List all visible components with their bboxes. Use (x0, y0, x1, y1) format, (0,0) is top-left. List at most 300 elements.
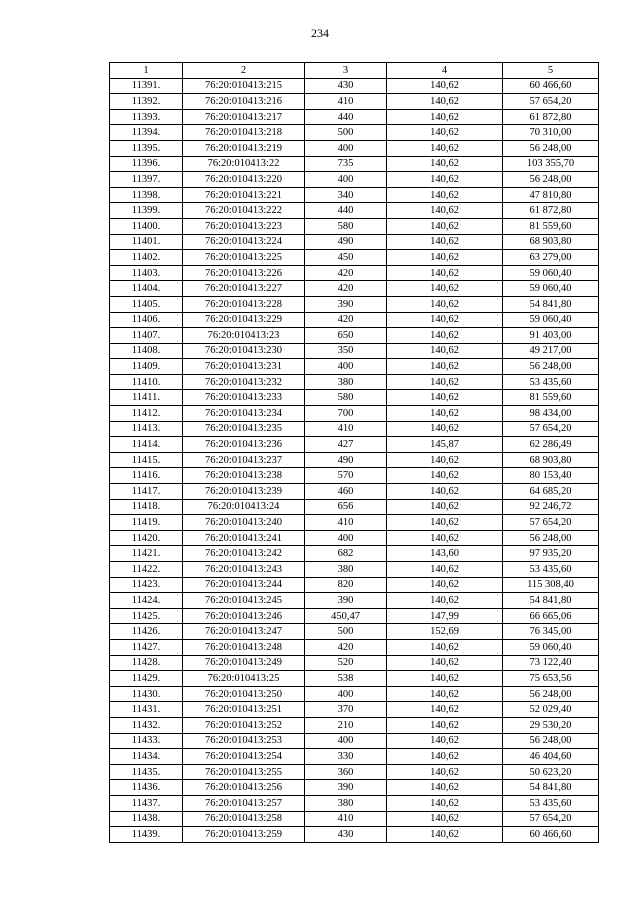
area-cell: 682 (305, 546, 387, 562)
area-cell: 490 (305, 452, 387, 468)
column-header-1: 1 (110, 63, 183, 79)
row-number-cell: 11436. (110, 780, 183, 796)
area-cell: 570 (305, 468, 387, 484)
row-number-cell: 11433. (110, 733, 183, 749)
amount-cell: 49 217,00 (503, 343, 599, 359)
row-number-cell: 11397. (110, 172, 183, 188)
row-number-cell: 11411. (110, 390, 183, 406)
table-body (110, 78, 599, 842)
area-cell: 700 (305, 406, 387, 422)
table-row (110, 686, 599, 702)
row-number-cell: 11428. (110, 655, 183, 671)
table-row (110, 406, 599, 422)
amount-cell: 54 841,80 (503, 593, 599, 609)
area-cell: 380 (305, 562, 387, 578)
cadastral-number-cell: 76:20:010413:218 (183, 125, 305, 141)
table-row (110, 125, 599, 141)
amount-cell: 62 286,49 (503, 437, 599, 453)
cadastral-number-cell: 76:20:010413:252 (183, 717, 305, 733)
rate-cell: 140,62 (387, 655, 503, 671)
table-row (110, 671, 599, 687)
rate-cell: 140,62 (387, 717, 503, 733)
cadastral-number-cell: 76:20:010413:242 (183, 546, 305, 562)
table-row (110, 717, 599, 733)
rate-cell: 140,62 (387, 639, 503, 655)
rate-cell: 140,62 (387, 577, 503, 593)
amount-cell: 81 559,60 (503, 390, 599, 406)
table-row (110, 265, 599, 281)
area-cell: 360 (305, 764, 387, 780)
amount-cell: 60 466,60 (503, 827, 599, 843)
table-row (110, 484, 599, 500)
amount-cell: 76 345,00 (503, 624, 599, 640)
row-number-cell: 11424. (110, 593, 183, 609)
rate-cell: 147,99 (387, 608, 503, 624)
area-cell: 400 (305, 172, 387, 188)
amount-cell: 66 665,06 (503, 608, 599, 624)
amount-cell: 50 623,20 (503, 764, 599, 780)
cadastral-number-cell: 76:20:010413:221 (183, 187, 305, 203)
amount-cell: 56 248,00 (503, 359, 599, 375)
row-number-cell: 11392. (110, 94, 183, 110)
area-cell: 500 (305, 125, 387, 141)
area-cell: 370 (305, 702, 387, 718)
cadastral-number-cell: 76:20:010413:228 (183, 296, 305, 312)
table-row (110, 359, 599, 375)
cadastral-number-cell: 76:20:010413:22 (183, 156, 305, 172)
area-cell: 420 (305, 639, 387, 655)
table-row (110, 437, 599, 453)
rate-cell: 140,62 (387, 484, 503, 500)
cadastral-number-cell: 76:20:010413:23 (183, 328, 305, 344)
rate-cell: 140,62 (387, 172, 503, 188)
row-number-cell: 11393. (110, 109, 183, 125)
cadastral-number-cell: 76:20:010413:235 (183, 421, 305, 437)
table-row (110, 780, 599, 796)
table-row (110, 515, 599, 531)
row-number-cell: 11432. (110, 717, 183, 733)
rate-cell: 140,62 (387, 702, 503, 718)
row-number-cell: 11437. (110, 795, 183, 811)
cadastral-number-cell: 76:20:010413:234 (183, 406, 305, 422)
area-cell: 450 (305, 250, 387, 266)
amount-cell: 57 654,20 (503, 811, 599, 827)
rate-cell: 140,62 (387, 234, 503, 250)
table-row (110, 78, 599, 94)
row-number-cell: 11410. (110, 374, 183, 390)
amount-cell: 92 246,72 (503, 499, 599, 515)
area-cell: 420 (305, 281, 387, 297)
amount-cell: 59 060,40 (503, 281, 599, 297)
row-number-cell: 11402. (110, 250, 183, 266)
cadastral-number-cell: 76:20:010413:248 (183, 639, 305, 655)
table-row (110, 795, 599, 811)
area-cell: 430 (305, 78, 387, 94)
area-cell: 580 (305, 218, 387, 234)
area-cell: 650 (305, 328, 387, 344)
area-cell: 538 (305, 671, 387, 687)
amount-cell: 59 060,40 (503, 265, 599, 281)
amount-cell: 73 122,40 (503, 655, 599, 671)
cadastral-number-cell: 76:20:010413:249 (183, 655, 305, 671)
amount-cell: 56 248,00 (503, 733, 599, 749)
row-number-cell: 11419. (110, 515, 183, 531)
cadastral-number-cell: 76:20:010413:25 (183, 671, 305, 687)
area-cell: 390 (305, 296, 387, 312)
rate-cell: 140,62 (387, 312, 503, 328)
row-number-cell: 11396. (110, 156, 183, 172)
cadastral-number-cell: 76:20:010413:227 (183, 281, 305, 297)
row-number-cell: 11426. (110, 624, 183, 640)
rate-cell: 152,69 (387, 624, 503, 640)
cadastral-number-cell: 76:20:010413:251 (183, 702, 305, 718)
row-number-cell: 11399. (110, 203, 183, 219)
area-cell: 410 (305, 421, 387, 437)
column-header-5: 5 (503, 63, 599, 79)
rate-cell: 140,62 (387, 218, 503, 234)
cadastral-number-cell: 76:20:010413:259 (183, 827, 305, 843)
amount-cell: 59 060,40 (503, 639, 599, 655)
amount-cell: 98 434,00 (503, 406, 599, 422)
area-cell: 410 (305, 94, 387, 110)
area-cell: 420 (305, 265, 387, 281)
rate-cell: 140,62 (387, 296, 503, 312)
row-number-cell: 11395. (110, 140, 183, 156)
area-cell: 460 (305, 484, 387, 500)
area-cell: 820 (305, 577, 387, 593)
amount-cell: 115 308,40 (503, 577, 599, 593)
area-cell: 380 (305, 374, 387, 390)
cadastral-number-cell: 76:20:010413:222 (183, 203, 305, 219)
cadastral-number-cell: 76:20:010413:253 (183, 733, 305, 749)
area-cell: 350 (305, 343, 387, 359)
cadastral-number-cell: 76:20:010413:240 (183, 515, 305, 531)
cadastral-number-cell: 76:20:010413:233 (183, 390, 305, 406)
area-cell: 410 (305, 811, 387, 827)
table-row (110, 639, 599, 655)
area-cell: 427 (305, 437, 387, 453)
rate-cell: 140,62 (387, 421, 503, 437)
column-header-4: 4 (387, 63, 503, 79)
cadastral-number-cell: 76:20:010413:215 (183, 78, 305, 94)
cadastral-number-cell: 76:20:010413:246 (183, 608, 305, 624)
cadastral-number-cell: 76:20:010413:241 (183, 530, 305, 546)
amount-cell: 59 060,40 (503, 312, 599, 328)
row-number-cell: 11415. (110, 452, 183, 468)
rate-cell: 140,62 (387, 374, 503, 390)
cadastral-number-cell: 76:20:010413:229 (183, 312, 305, 328)
rate-cell: 140,62 (387, 281, 503, 297)
amount-cell: 57 654,20 (503, 94, 599, 110)
row-number-cell: 11408. (110, 343, 183, 359)
table-row (110, 749, 599, 765)
rate-cell: 140,62 (387, 78, 503, 94)
cadastral-number-cell: 76:20:010413:254 (183, 749, 305, 765)
amount-cell: 53 435,60 (503, 795, 599, 811)
area-cell: 450,47 (305, 608, 387, 624)
rate-cell: 140,62 (387, 530, 503, 546)
row-number-cell: 11394. (110, 125, 183, 141)
area-cell: 490 (305, 234, 387, 250)
amount-cell: 56 248,00 (503, 172, 599, 188)
table-row (110, 172, 599, 188)
row-number-cell: 11400. (110, 218, 183, 234)
amount-cell: 46 404,60 (503, 749, 599, 765)
rate-cell: 140,62 (387, 406, 503, 422)
row-number-cell: 11412. (110, 406, 183, 422)
rate-cell: 140,62 (387, 390, 503, 406)
rate-cell: 140,62 (387, 749, 503, 765)
row-number-cell: 11414. (110, 437, 183, 453)
amount-cell: 60 466,60 (503, 78, 599, 94)
area-cell: 390 (305, 593, 387, 609)
column-header-2: 2 (183, 63, 305, 79)
table-row (110, 421, 599, 437)
table-row (110, 156, 599, 172)
area-cell: 400 (305, 686, 387, 702)
row-number-cell: 11427. (110, 639, 183, 655)
area-cell: 400 (305, 359, 387, 375)
amount-cell: 81 559,60 (503, 218, 599, 234)
table-row (110, 250, 599, 266)
amount-cell: 63 279,00 (503, 250, 599, 266)
table-row (110, 296, 599, 312)
area-cell: 500 (305, 624, 387, 640)
amount-cell: 57 654,20 (503, 515, 599, 531)
row-number-cell: 11431. (110, 702, 183, 718)
amount-cell: 91 403,00 (503, 328, 599, 344)
area-cell: 735 (305, 156, 387, 172)
rate-cell: 140,62 (387, 764, 503, 780)
cadastral-number-cell: 76:20:010413:238 (183, 468, 305, 484)
cadastral-number-cell: 76:20:010413:237 (183, 452, 305, 468)
amount-cell: 56 248,00 (503, 140, 599, 156)
amount-cell: 56 248,00 (503, 686, 599, 702)
rate-cell: 140,62 (387, 562, 503, 578)
row-number-cell: 11403. (110, 265, 183, 281)
cadastral-number-cell: 76:20:010413:250 (183, 686, 305, 702)
cadastral-number-cell: 76:20:010413:24 (183, 499, 305, 515)
row-number-cell: 11398. (110, 187, 183, 203)
cadastral-number-cell: 76:20:010413:225 (183, 250, 305, 266)
row-number-cell: 11425. (110, 608, 183, 624)
rate-cell: 140,62 (387, 343, 503, 359)
cadastral-number-cell: 76:20:010413:255 (183, 764, 305, 780)
rate-cell: 140,62 (387, 499, 503, 515)
header-row (110, 63, 599, 79)
amount-cell: 68 903,80 (503, 234, 599, 250)
row-number-cell: 11423. (110, 577, 183, 593)
amount-cell: 53 435,60 (503, 374, 599, 390)
cadastral-number-cell: 76:20:010413:239 (183, 484, 305, 500)
table-row (110, 187, 599, 203)
column-header-3: 3 (305, 63, 387, 79)
cadastral-number-cell: 76:20:010413:223 (183, 218, 305, 234)
rate-cell: 140,62 (387, 156, 503, 172)
rate-cell: 140,62 (387, 733, 503, 749)
cadastral-number-cell: 76:20:010413:245 (183, 593, 305, 609)
row-number-cell: 11416. (110, 468, 183, 484)
cadastral-number-cell: 76:20:010413:226 (183, 265, 305, 281)
rate-cell: 140,62 (387, 359, 503, 375)
row-number-cell: 11406. (110, 312, 183, 328)
table-row (110, 374, 599, 390)
row-number-cell: 11430. (110, 686, 183, 702)
cadastral-number-cell: 76:20:010413:220 (183, 172, 305, 188)
area-cell: 390 (305, 780, 387, 796)
row-number-cell: 11401. (110, 234, 183, 250)
table-row (110, 312, 599, 328)
rate-cell: 140,62 (387, 795, 503, 811)
rate-cell: 140,62 (387, 265, 503, 281)
row-number-cell: 11409. (110, 359, 183, 375)
amount-cell: 97 935,20 (503, 546, 599, 562)
cadastral-number-cell: 76:20:010413:243 (183, 562, 305, 578)
rate-cell: 140,62 (387, 686, 503, 702)
amount-cell: 68 903,80 (503, 452, 599, 468)
row-number-cell: 11407. (110, 328, 183, 344)
area-cell: 400 (305, 140, 387, 156)
row-number-cell: 11413. (110, 421, 183, 437)
row-number-cell: 11434. (110, 749, 183, 765)
area-cell: 400 (305, 733, 387, 749)
area-cell: 520 (305, 655, 387, 671)
table-row (110, 203, 599, 219)
table-header (110, 63, 599, 79)
cadastral-number-cell: 76:20:010413:219 (183, 140, 305, 156)
table-row (110, 109, 599, 125)
page-number: 234 (311, 26, 329, 40)
rate-cell: 140,62 (387, 109, 503, 125)
amount-cell: 61 872,80 (503, 203, 599, 219)
table-row (110, 234, 599, 250)
amount-cell: 61 872,80 (503, 109, 599, 125)
amount-cell: 54 841,80 (503, 296, 599, 312)
cadastral-number-cell: 76:20:010413:244 (183, 577, 305, 593)
rate-cell: 140,62 (387, 125, 503, 141)
table-row (110, 328, 599, 344)
table-row (110, 593, 599, 609)
table-row (110, 562, 599, 578)
rate-cell: 140,62 (387, 827, 503, 843)
cadastral-number-cell: 76:20:010413:236 (183, 437, 305, 453)
table-row (110, 655, 599, 671)
row-number-cell: 11405. (110, 296, 183, 312)
rate-cell: 140,62 (387, 468, 503, 484)
row-number-cell: 11420. (110, 530, 183, 546)
cadastral-number-cell: 76:20:010413:216 (183, 94, 305, 110)
row-number-cell: 11391. (110, 78, 183, 94)
cadastral-number-cell: 76:20:010413:231 (183, 359, 305, 375)
row-number-cell: 11438. (110, 811, 183, 827)
cadastral-number-cell: 76:20:010413:256 (183, 780, 305, 796)
table-row (110, 468, 599, 484)
row-number-cell: 11422. (110, 562, 183, 578)
table-row (110, 281, 599, 297)
amount-cell: 64 685,20 (503, 484, 599, 500)
rate-cell: 143,60 (387, 546, 503, 562)
table-row (110, 140, 599, 156)
rate-cell: 140,62 (387, 187, 503, 203)
area-cell: 656 (305, 499, 387, 515)
table-row (110, 546, 599, 562)
amount-cell: 75 653,56 (503, 671, 599, 687)
area-cell: 410 (305, 515, 387, 531)
table-row (110, 764, 599, 780)
amount-cell: 52 029,40 (503, 702, 599, 718)
table-row (110, 343, 599, 359)
data-table (109, 62, 599, 843)
rate-cell: 140,62 (387, 203, 503, 219)
table-row (110, 577, 599, 593)
amount-cell: 29 530,20 (503, 717, 599, 733)
cadastral-number-cell: 76:20:010413:217 (183, 109, 305, 125)
table-row (110, 452, 599, 468)
cadastral-number-cell: 76:20:010413:258 (183, 811, 305, 827)
table-row (110, 94, 599, 110)
amount-cell: 80 153,40 (503, 468, 599, 484)
row-number-cell: 11429. (110, 671, 183, 687)
area-cell: 340 (305, 187, 387, 203)
area-cell: 420 (305, 312, 387, 328)
amount-cell: 47 810,80 (503, 187, 599, 203)
amount-cell: 70 310,00 (503, 125, 599, 141)
rate-cell: 140,62 (387, 250, 503, 266)
cadastral-number-cell: 76:20:010413:247 (183, 624, 305, 640)
area-cell: 330 (305, 749, 387, 765)
rate-cell: 140,62 (387, 140, 503, 156)
row-number-cell: 11417. (110, 484, 183, 500)
area-cell: 580 (305, 390, 387, 406)
amount-cell: 56 248,00 (503, 530, 599, 546)
area-cell: 380 (305, 795, 387, 811)
cadastral-number-cell: 76:20:010413:224 (183, 234, 305, 250)
table-row (110, 624, 599, 640)
amount-cell: 53 435,60 (503, 562, 599, 578)
table-row (110, 702, 599, 718)
row-number-cell: 11435. (110, 764, 183, 780)
rate-cell: 140,62 (387, 515, 503, 531)
table-row (110, 499, 599, 515)
row-number-cell: 11421. (110, 546, 183, 562)
table-row (110, 811, 599, 827)
area-cell: 440 (305, 203, 387, 219)
table-row (110, 733, 599, 749)
amount-cell: 57 654,20 (503, 421, 599, 437)
table-row (110, 827, 599, 843)
rate-cell: 140,62 (387, 328, 503, 344)
row-number-cell: 11418. (110, 499, 183, 515)
rate-cell: 140,62 (387, 593, 503, 609)
area-cell: 210 (305, 717, 387, 733)
area-cell: 440 (305, 109, 387, 125)
rate-cell: 140,62 (387, 780, 503, 796)
table-row (110, 218, 599, 234)
rate-cell: 140,62 (387, 94, 503, 110)
table-row (110, 530, 599, 546)
rate-cell: 140,62 (387, 452, 503, 468)
amount-cell: 54 841,80 (503, 780, 599, 796)
rate-cell: 145,87 (387, 437, 503, 453)
rate-cell: 140,62 (387, 811, 503, 827)
table-row (110, 390, 599, 406)
cadastral-number-cell: 76:20:010413:232 (183, 374, 305, 390)
row-number-cell: 11404. (110, 281, 183, 297)
cadastral-number-cell: 76:20:010413:257 (183, 795, 305, 811)
area-cell: 430 (305, 827, 387, 843)
rate-cell: 140,62 (387, 671, 503, 687)
amount-cell: 103 355,70 (503, 156, 599, 172)
